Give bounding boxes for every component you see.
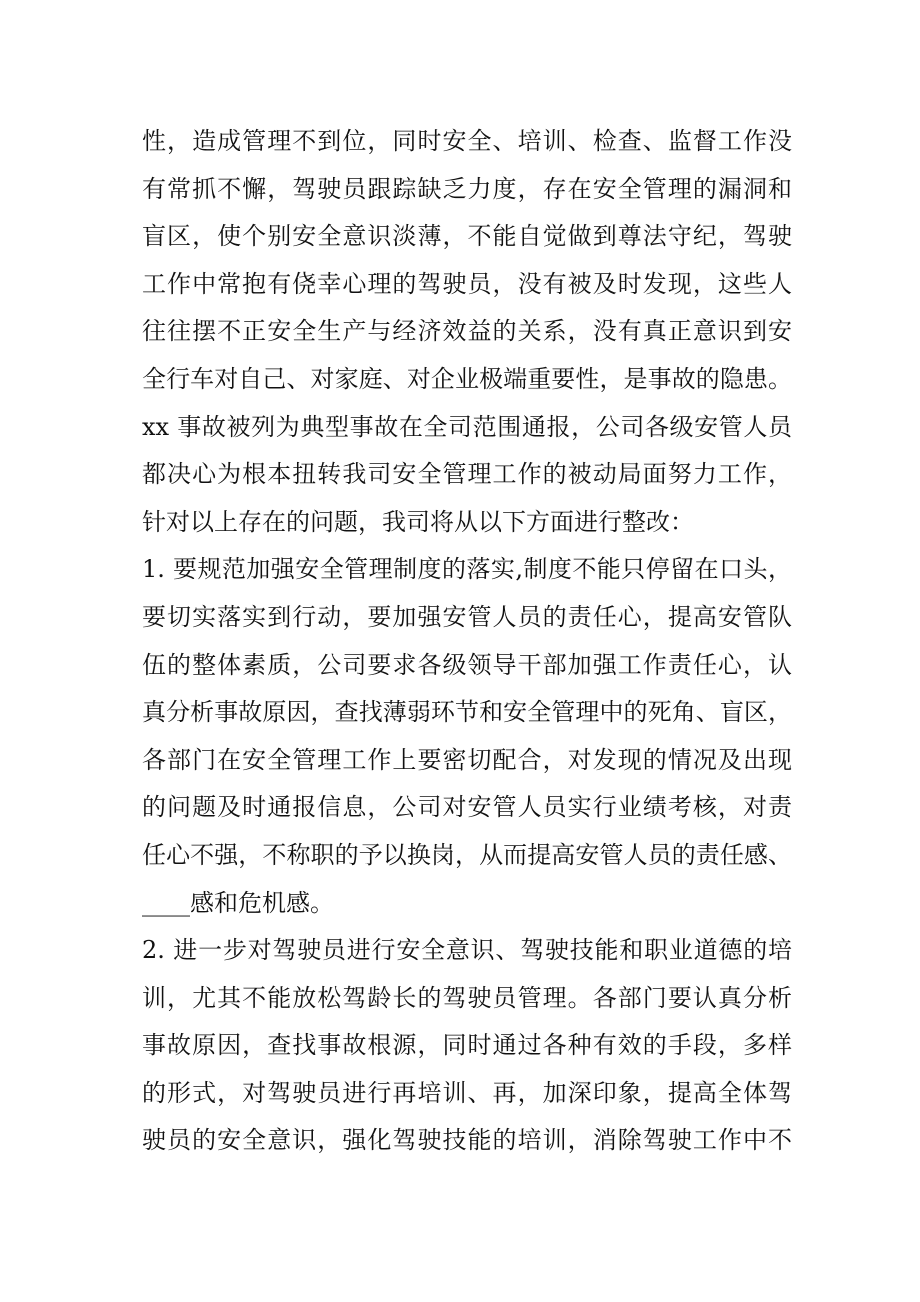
document-body [142, 118, 792, 1165]
text-line: 往往摆不正安全生产与经济效益的关系，没有真正意识到安 [142, 317, 792, 346]
text-line: 真分析事故原因，查找薄弱环节和安全管理中的死角、盲区， [142, 698, 792, 727]
text-line: xx 事故被列为典型事故在全司范围通报，公司各级安管人员 [142, 412, 792, 441]
text-line: 的问题及时通报信息，公司对安管人员实行业绩考核，对责 [142, 793, 792, 822]
list-item-1-line: 1. 要规范加强安全管理制度的落实,制度不能只停留在口头， [142, 555, 792, 584]
text-line: 事故原因，查找事故根源，同时通过各种有效的手段，多样 [142, 1031, 792, 1060]
text-line: 训，尤其不能放松驾龄长的驾驶员管理。各部门要认真分析 [142, 983, 792, 1012]
text-line: 要切实落实到行动，要加强安管人员的责任心，提高安管队 [142, 602, 792, 631]
text-line: 任心不强，不称职的予以换岗，从而提高安管人员的责任感、 [142, 840, 792, 869]
text-line: 全行车对自己、对家庭、对企业极端重要性，是事故的隐患。 [142, 364, 792, 393]
text-line: ____感和危机感。 [142, 888, 334, 917]
text-line: 盲区，使个别安全意识淡薄，不能自觉做到尊法守纪，驾驶 [142, 222, 792, 251]
text-line: 针对以上存在的问题，我司将从以下方面进行整改： [142, 507, 694, 536]
text-line: 驶员的安全意识，强化驾驶技能的培训，消除驾驶工作中不 [142, 1126, 792, 1155]
text-line: 各部门在安全管理工作上要密切配合，对发现的情况及出现 [142, 745, 792, 774]
text-line: 有常抓不懈，驾驶员跟踪缺乏力度，存在安全管理的漏洞和 [142, 174, 792, 203]
text-line: 工作中常抱有侥幸心理的驾驶员，没有被及时发现，这些人 [142, 269, 792, 298]
text-line: 的形式，对驾驶员进行再培训、再，加深印象，提高全体驾 [142, 1078, 792, 1107]
text-line: 伍的整体素质，公司要求各级领导干部加强工作责任心，认 [142, 650, 792, 679]
text-line: 都决心为根本扭转我司安全管理工作的被动局面努力工作， [142, 460, 792, 489]
list-item-2-line: 2. 进一步对驾驶员进行安全意识、驾驶技能和职业道德的培 [142, 936, 792, 965]
text-line: 性，造成管理不到位，同时安全、培训、检查、监督工作没 [142, 127, 792, 155]
